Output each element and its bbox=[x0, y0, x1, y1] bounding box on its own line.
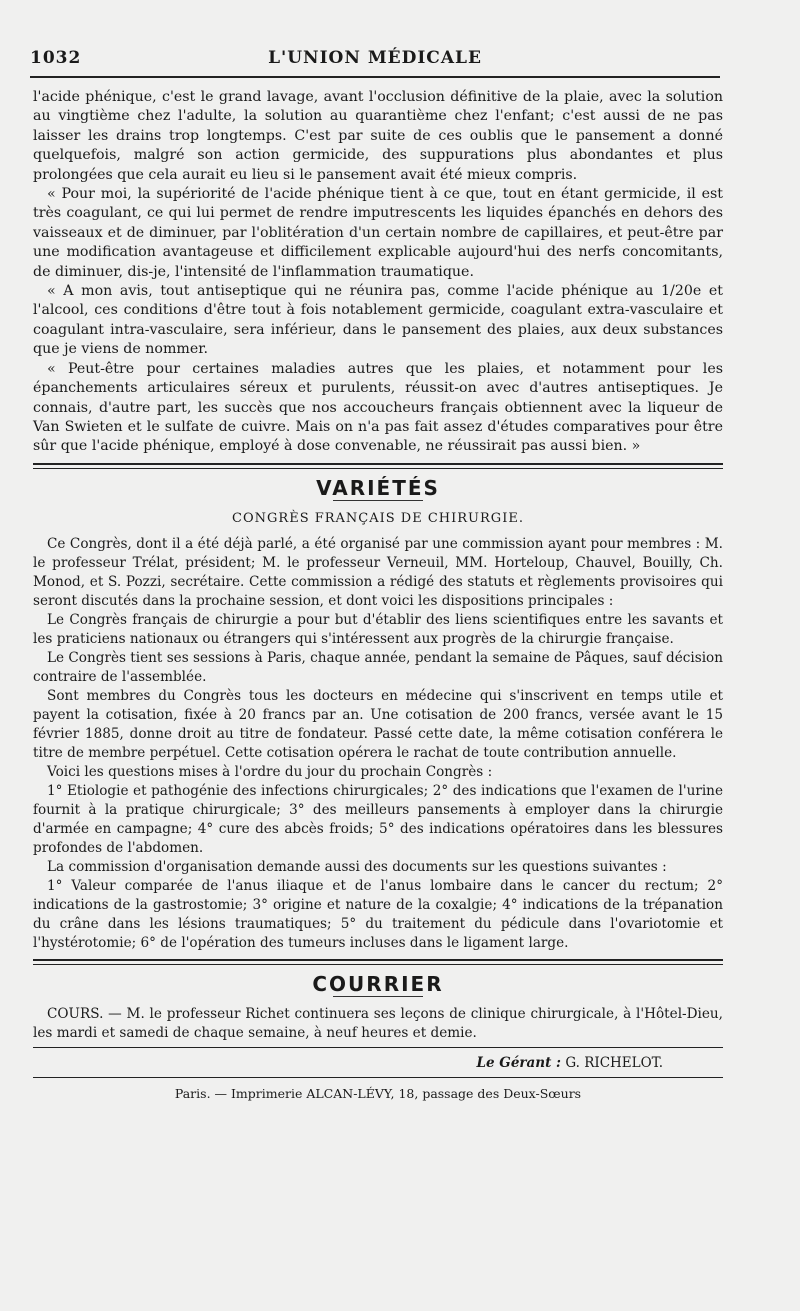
title-underline bbox=[333, 996, 423, 997]
varietes-paragraph: 1° Valeur comparée de l'anus iliaque et de l'anus lombaire dans le cancer du rectum; 2° indications de la gastrostomie; 3° origine et nature de la coxalgie; 4° indications de la trépanation du crâne dans les lésions traumatiques; 5° du traitement du pédicule dans l'ovariotomie et l'hystérotomie; 6° de l'opération des tumeurs incluses dans le ligament large. bbox=[33, 877, 723, 951]
signature-rule bbox=[33, 1047, 723, 1048]
page-header bbox=[30, 40, 720, 74]
page-number: 1032 bbox=[30, 48, 82, 68]
header-rule bbox=[30, 76, 720, 78]
title-underline bbox=[333, 500, 423, 501]
varietes-text bbox=[33, 535, 723, 953]
journal-title: L'UNION MÉDICALE bbox=[268, 48, 482, 68]
varietes-paragraph: Le Congrès français de chirurgie a pour but d'établir des liens scientifiques entre les savants et les praticiens nationaux ou étrangers qui s'intéressent aux progrès de la chirurgie française. bbox=[33, 611, 723, 647]
courrier-text: COURS. — M. le professeur Richet continuera ses leçons de clinique chirurgicale, à l'Hôtel-Dieu, les mardi et samedi de chaque semaine, à neuf heures et demie. bbox=[33, 1005, 723, 1041]
article-paragraph: « Pour moi, la supériorité de l'acide phénique tient à ce que, tout en étant germicide, il est très coagulant, ce qui lui permet de rendre imputrescents les liquides épanchés en dehors des vaisseaux et de diminuer, par l'oblitération d'un certain nombre de capillaires, et peut-être par une modification avantageuse et difficilement explicable aujourd'hui des nerfs concomitants, de diminuer, dis-je, l'intensité de l'inflammation traumatique. bbox=[33, 186, 723, 280]
article-paragraph: l'acide phénique, c'est le grand lavage, avant l'occlusion définitive de la plaie, avec la solution au vingtième chez l'adulte, la solution au quarantième chez l'enfant; c'est aussi de ne pas laisser les drains trop longtemps. C'est par suite de ces oublis que le pansement a donné quelquefois, malgré son action germicide, des suppurations plus abondantes et plus prolongées que cela aurait eu lieu si le pansement avait été mieux compris. bbox=[33, 89, 723, 183]
imprint-rule bbox=[33, 1077, 723, 1078]
courrier-title: COURRIER bbox=[312, 971, 444, 996]
congress-subtitle: CONGRÈS FRANÇAIS DE CHIRURGIE. bbox=[232, 511, 524, 527]
article-paragraph: « A mon avis, tout antiseptique qui ne réunira pas, comme l'acide phénique au 1/20e et l'alcool, ces conditions d'être tout à fois notablement germicide, coagulant extra-vasculaire et coagulant intra-vasculaire, sera inférieur, dans le pansement des plaies, aux deux substances que je viens de nommer. bbox=[33, 283, 723, 358]
article-paragraph: « Peut-être pour certaines maladies autres que les plaies, et notamment pour les épanchements articulaires séreux et purulents, réussit-on avec d'autres antiseptiques. Je connais, d'autre part, les succès que nos accoucheurs français obtiennent avec la liqueur de Van Swieten et le sulfate de cuivre. Mais on n'a pas fait assez d'études comparatives pour être sûr que l'acide phénique, employé à dose convenable, ne réussirait pas aussi bien. » bbox=[33, 360, 723, 455]
signature bbox=[33, 1054, 723, 1073]
varietes-paragraph: Le Congrès tient ses sessions à Paris, chaque année, pendant la semaine de Pâques, sauf décision contraire de l'assemblée. bbox=[33, 649, 723, 685]
page-body bbox=[33, 88, 723, 1104]
varietes-paragraph: Voici les questions mises à l'ordre du jour du prochain Congrès : bbox=[47, 763, 493, 780]
varietes-paragraph: Sont membres du Congrès tous les docteurs en médecine qui s'inscrivent en temps utile et payent la cotisation, fixée à 20 francs par an. Une cotisation de 200 francs, versée avant le 15 février 1885, donne droit au titre de fondateur. Passé cette date, la même cotisation conférera le titre de membre perpétuel. Cette cotisation opérera le rachat de toute contribution annuelle. bbox=[33, 687, 723, 761]
varietes-title: VARIÉTÉS bbox=[316, 475, 440, 500]
section-divider bbox=[33, 959, 723, 965]
signature-name: G. RICHELOT. bbox=[565, 1054, 663, 1071]
varietes-paragraph: La commission d'organisation demande aussi des documents sur les questions suivantes : bbox=[47, 858, 667, 875]
imprint: Paris. — Imprimerie ALCAN-LÉVY, 18, passage des Deux-Sœurs bbox=[174, 1086, 582, 1102]
section-divider bbox=[33, 463, 723, 469]
signature-label: Le Gérant : bbox=[476, 1054, 562, 1071]
varietes-paragraph: Ce Congrès, dont il a été déjà parlé, a été organisé par une commission ayant pour membres : M. le professeur Trélat, président; M. le professeur Verneuil, MM. Horteloup, Chauvel, Bouilly, Ch. Monod, et S. Pozzi, secrétaire. Cette commission a rédigé des statuts et règlements provisoires qui seront discutés dans la prochaine session, et dont voici les dispositions principales : bbox=[33, 535, 723, 609]
varietes-paragraph: 1° Etiologie et pathogénie des infections chirurgicales; 2° des indications que l'examen de l'urine fournit à la pratique chirurgicale; 3° des meilleurs pansements à employer dans la chirurgie d'armée en campagne; 4° cure des abcès froids; 5° des indications opératoires dans les blessures profondes de l'abdomen. bbox=[33, 782, 723, 856]
